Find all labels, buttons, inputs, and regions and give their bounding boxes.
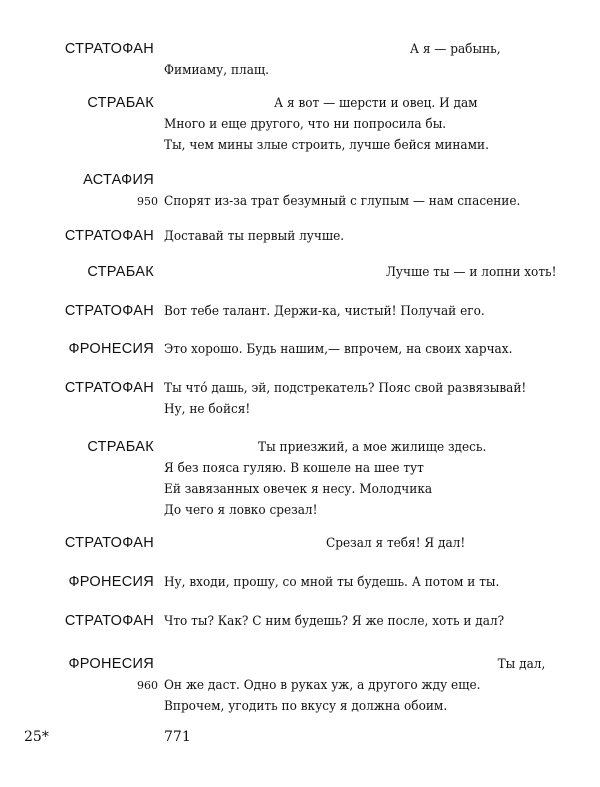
verse-line: А я вот — шерсти и овец. И дам bbox=[274, 96, 478, 111]
verse-line: Ты дал, bbox=[497, 657, 545, 672]
verse-line: Впрочем, угодить по вкусу я должна обоим. bbox=[164, 699, 448, 714]
verse-line: Ну, входи, прошу, со мной ты будешь. А потом и ты. bbox=[164, 575, 500, 590]
speaker-name: АСТАФИЯ bbox=[83, 172, 154, 188]
verse-line: Срезал я тебя! Я дал! bbox=[326, 536, 466, 551]
verse-line: Фимиаму, плащ. bbox=[164, 63, 270, 78]
verse-line: Лучше ты — и лопни хоть! bbox=[385, 265, 556, 280]
speaker-name: СТРАТОФАН bbox=[64, 535, 154, 551]
speaker-name: СТРАБАК bbox=[87, 264, 154, 280]
speaker-name: СТРАТОФАН bbox=[64, 380, 154, 396]
verse-line: Ты что́ дашь, эй, подстрекатель? Пояс свой развязывай! bbox=[164, 381, 527, 396]
verse-line: До чего я ловко срезал! bbox=[164, 503, 318, 518]
verse-line: Я без пояса гуляю. В кошеле на шее тут bbox=[164, 461, 424, 476]
speaker-name: СТРАТОФАН bbox=[64, 228, 154, 244]
verse-line: Ей завязанных овечек я несу. Молодчика bbox=[164, 482, 433, 497]
speaker-name: СТРАБАК bbox=[87, 95, 154, 111]
verse-line: Ну, не бойся! bbox=[164, 402, 251, 417]
speaker-name: ФРОНЕСИЯ bbox=[68, 656, 154, 672]
speaker-name: СТРАТОФАН bbox=[64, 303, 154, 319]
verse-line: Это хорошо. Будь нашим,— впрочем, на своих харчах. bbox=[164, 342, 513, 357]
verse-line: Спорят из-за трат безумный с глупым — нам спасение. bbox=[164, 194, 521, 209]
verse-line: Ты, чем мины злые строить, лучше бейся минами. bbox=[164, 138, 489, 153]
speaker-name: ФРОНЕСИЯ bbox=[68, 341, 154, 357]
line-number: 950 bbox=[137, 195, 158, 208]
line-number: 960 bbox=[137, 679, 158, 692]
verse-line: Ты приезжий, а мое жилище здесь. bbox=[258, 440, 487, 455]
speaker-name: СТРАБАК bbox=[87, 439, 154, 455]
verse-line: Что ты? Как? С ним будешь? Я же после, хоть и дал? bbox=[164, 614, 505, 629]
verse-line: Доставай ты первый лучше. bbox=[164, 229, 345, 244]
speaker-name: ФРОНЕСИЯ bbox=[68, 574, 154, 590]
page-number: 771 bbox=[164, 729, 191, 745]
verse-line: Он же даст. Одно в руках уж, а другого жду еще. bbox=[164, 678, 481, 693]
verse-line: Вот тебе талант. Держи-ка, чистый! Получай его. bbox=[164, 304, 485, 319]
signature-mark: 25* bbox=[24, 729, 49, 745]
verse-line: Много и еще другого, что ни попросила бы. bbox=[164, 117, 447, 132]
speaker-name: СТРАТОФАН bbox=[64, 41, 154, 57]
verse-line: А я — рабынь, bbox=[410, 42, 501, 57]
speaker-name: СТРАТОФАН bbox=[64, 613, 154, 629]
